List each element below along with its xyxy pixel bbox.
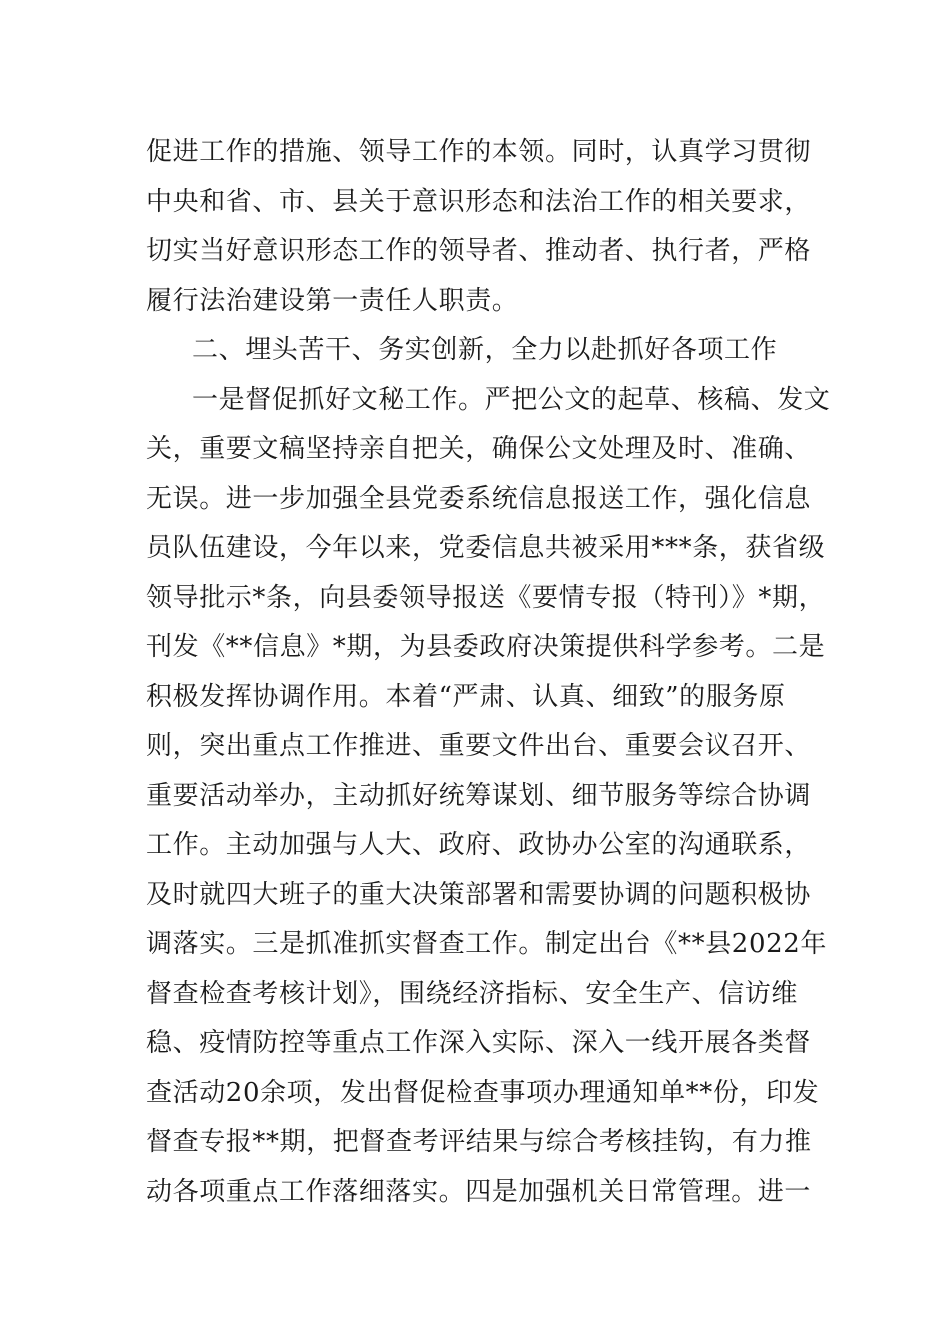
text-line: 中央和省、市、县关于意识形态和法治工作的相关要求， bbox=[146, 186, 812, 217]
section-heading: 二、埋头苦干、务实创新，全力以赴抓好各项工作 bbox=[192, 335, 778, 365]
text-line: 刊发《**信息》*期，为县委政府决策提供科学参考。二是 bbox=[146, 632, 826, 662]
text-line: 督查检查考核计划》，围绕经济指标、安全生产、信访维 bbox=[146, 978, 799, 1009]
body-text bbox=[146, 128, 831, 1217]
text-line: 重要活动举办，主动抓好统筹谋划、细节服务等综合协调 bbox=[146, 780, 812, 811]
text-line: 调落实。三是抓准抓实督查工作。制定出台《**县2022年 bbox=[146, 929, 827, 959]
text-line: 领导批示*条，向县委领导报送《要情专报（特刊）》*期， bbox=[146, 582, 826, 613]
text-line: 则，突出重点工作推进、重要文件出台、重要会议召开、 bbox=[146, 731, 812, 761]
text-line: 查活动20余项，发出督促检查事项办理通知单**份，印发 bbox=[146, 1077, 820, 1108]
text-line: 积极发挥协调作用。本着“严肃、认真、细致”的服务原 bbox=[146, 681, 786, 712]
text-line: 履行法治建设第一责任人职责。 bbox=[146, 285, 519, 316]
text-line: 督查专报**期，把督查考评结果与综合考核挂钩，有力推 bbox=[146, 1127, 812, 1157]
text-line: 促进工作的措施、领导工作的本领。同时，认真学习贯彻 bbox=[146, 137, 812, 167]
paragraph-first-line: 一是督促抓好文秘工作。严把公文的起草、核稿、发文 bbox=[192, 384, 831, 415]
text-line: 无误。进一步加强全县党委系统信息报送工作，强化信息 bbox=[146, 483, 812, 514]
text-line: 动各项重点工作落细落实。四是加强机关日常管理。进一 bbox=[146, 1176, 812, 1207]
text-line: 稳、疫情防控等重点工作深入实际、深入一线开展各类督 bbox=[146, 1028, 812, 1058]
text-line: 员队伍建设，今年以来，党委信息共被采用***条，获省级 bbox=[146, 533, 826, 563]
text-line: 切实当好意识形态工作的领导者、推动者、执行者，严格 bbox=[146, 236, 812, 266]
text-line: 关，重要文稿坚持亲自把关，确保公文处理及时、准确、 bbox=[146, 434, 812, 464]
text-line: 工作。主动加强与人大、政府、政协办公室的沟通联系， bbox=[146, 830, 812, 860]
text-line: 及时就四大班子的重大决策部署和需要协调的问题积极协 bbox=[146, 879, 812, 910]
